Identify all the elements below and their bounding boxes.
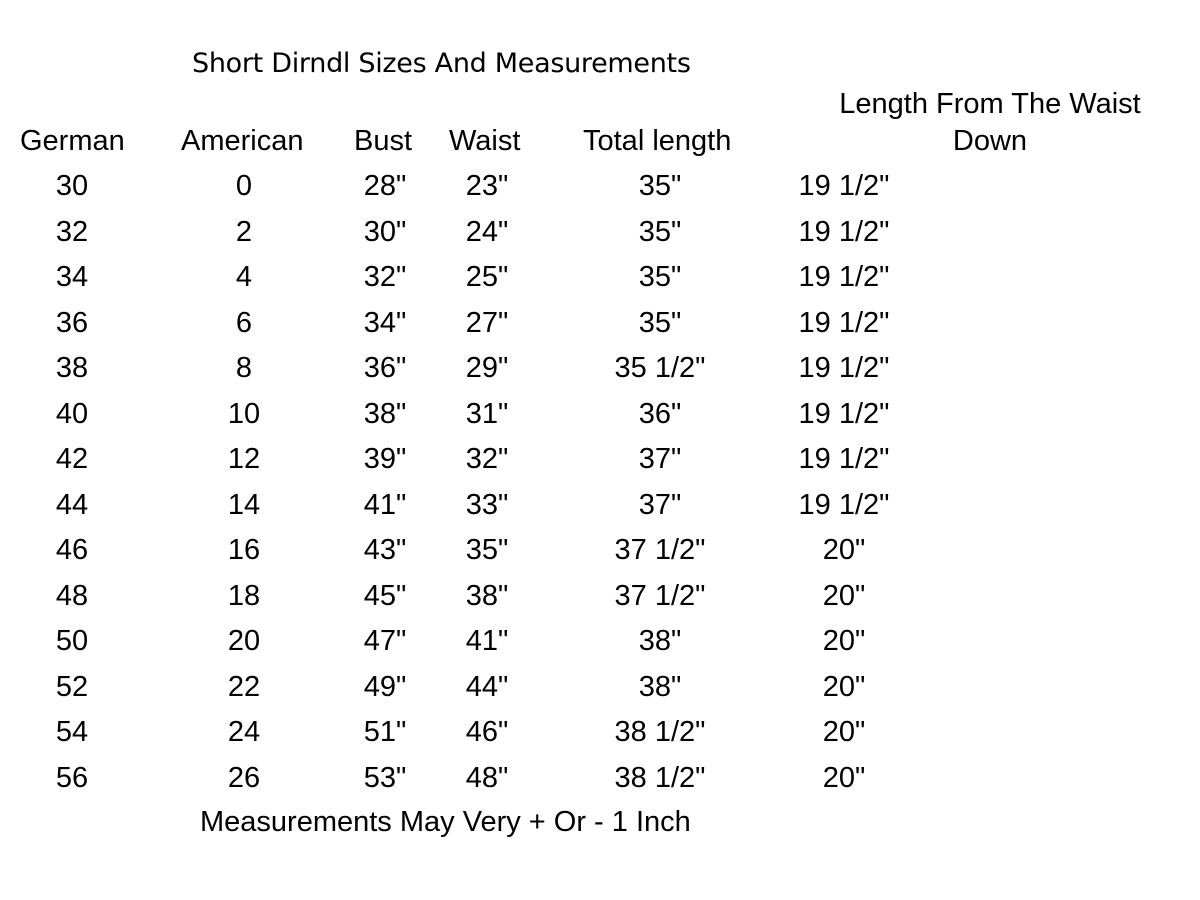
header-length-from-waist-line1: Length From The Waist (839, 88, 1141, 120)
cell-waist: 27" (465, 307, 509, 339)
cell-total-length: 36" (638, 398, 682, 430)
cell-german: 50 (55, 625, 89, 657)
page-title: Short Dirndl Sizes And Measurements (192, 48, 691, 79)
cell-total-length: 38" (638, 671, 682, 703)
header-waist: Waist (449, 125, 521, 157)
cell-american: 8 (235, 352, 253, 384)
cell-total-length: 38" (638, 625, 682, 657)
cell-bust: 51" (363, 716, 407, 748)
cell-german: 34 (55, 261, 89, 293)
cell-waist: 23" (465, 170, 509, 202)
cell-length-from-waist: 20" (822, 580, 866, 612)
cell-length-from-waist: 19 1/2" (798, 398, 890, 430)
cell-american: 4 (235, 261, 253, 293)
cell-bust: 39" (363, 443, 407, 475)
cell-american: 2 (235, 216, 253, 248)
header-bust: Bust (354, 125, 413, 157)
cell-waist: 48" (465, 762, 509, 794)
cell-total-length: 38 1/2" (614, 716, 706, 748)
cell-bust: 32" (363, 261, 407, 293)
cell-german: 30 (55, 170, 89, 202)
header-total-length: Total length (583, 125, 732, 157)
cell-length-from-waist: 20" (822, 716, 866, 748)
cell-german: 44 (55, 489, 89, 521)
cell-waist: 29" (465, 352, 509, 384)
cell-length-from-waist: 19 1/2" (798, 216, 890, 248)
cell-waist: 24" (465, 216, 509, 248)
measurement-note: Measurements May Very + Or - 1 Inch (200, 806, 691, 838)
cell-total-length: 37" (638, 489, 682, 521)
cell-total-length: 35 1/2" (614, 352, 706, 384)
cell-german: 54 (55, 716, 89, 748)
cell-german: 56 (55, 762, 89, 794)
header-length-from-waist (834, 86, 1146, 160)
cell-german: 42 (55, 443, 89, 475)
cell-total-length: 37 1/2" (614, 534, 706, 566)
cell-german: 38 (55, 352, 89, 384)
header-german: German (20, 125, 125, 157)
cell-american: 16 (227, 534, 261, 566)
cell-german: 52 (55, 671, 89, 703)
cell-bust: 28" (363, 170, 407, 202)
cell-american: 22 (227, 671, 261, 703)
cell-total-length: 37 1/2" (614, 580, 706, 612)
cell-bust: 49" (363, 671, 407, 703)
cell-american: 0 (235, 170, 253, 202)
cell-american: 10 (227, 398, 261, 430)
cell-length-from-waist: 20" (822, 534, 866, 566)
cell-bust: 47" (363, 625, 407, 657)
cell-german: 46 (55, 534, 89, 566)
cell-waist: 31" (465, 398, 509, 430)
cell-waist: 32" (465, 443, 509, 475)
cell-bust: 45" (363, 580, 407, 612)
cell-bust: 38" (363, 398, 407, 430)
cell-american: 26 (227, 762, 261, 794)
cell-length-from-waist: 19 1/2" (798, 489, 890, 521)
cell-german: 40 (55, 398, 89, 430)
cell-american: 24 (227, 716, 261, 748)
cell-german: 32 (55, 216, 89, 248)
cell-total-length: 35" (638, 261, 682, 293)
cell-american: 14 (227, 489, 261, 521)
cell-american: 6 (235, 307, 253, 339)
cell-length-from-waist: 19 1/2" (798, 170, 890, 202)
cell-german: 48 (55, 580, 89, 612)
cell-waist: 41" (465, 625, 509, 657)
cell-total-length: 38 1/2" (614, 762, 706, 794)
cell-bust: 30" (363, 216, 407, 248)
cell-american: 12 (227, 443, 261, 475)
cell-length-from-waist: 19 1/2" (798, 443, 890, 475)
cell-total-length: 35" (638, 170, 682, 202)
cell-american: 20 (227, 625, 261, 657)
cell-waist: 25" (465, 261, 509, 293)
cell-waist: 33" (465, 489, 509, 521)
cell-length-from-waist: 20" (822, 625, 866, 657)
cell-waist: 44" (465, 671, 509, 703)
cell-bust: 53" (363, 762, 407, 794)
cell-total-length: 37" (638, 443, 682, 475)
cell-total-length: 35" (638, 307, 682, 339)
cell-length-from-waist: 19 1/2" (798, 261, 890, 293)
cell-waist: 38" (465, 580, 509, 612)
cell-length-from-waist: 19 1/2" (798, 352, 890, 384)
cell-american: 18 (227, 580, 261, 612)
header-length-from-waist-line2: Down (952, 125, 1028, 157)
cell-german: 36 (55, 307, 89, 339)
cell-length-from-waist: 20" (822, 762, 866, 794)
cell-bust: 41" (363, 489, 407, 521)
cell-length-from-waist: 20" (822, 671, 866, 703)
cell-waist: 46" (465, 716, 509, 748)
cell-waist: 35" (465, 534, 509, 566)
header-american: American (181, 125, 304, 157)
cell-bust: 36" (363, 352, 407, 384)
cell-bust: 43" (363, 534, 407, 566)
cell-length-from-waist: 19 1/2" (798, 307, 890, 339)
cell-bust: 34" (363, 307, 407, 339)
cell-total-length: 35" (638, 216, 682, 248)
